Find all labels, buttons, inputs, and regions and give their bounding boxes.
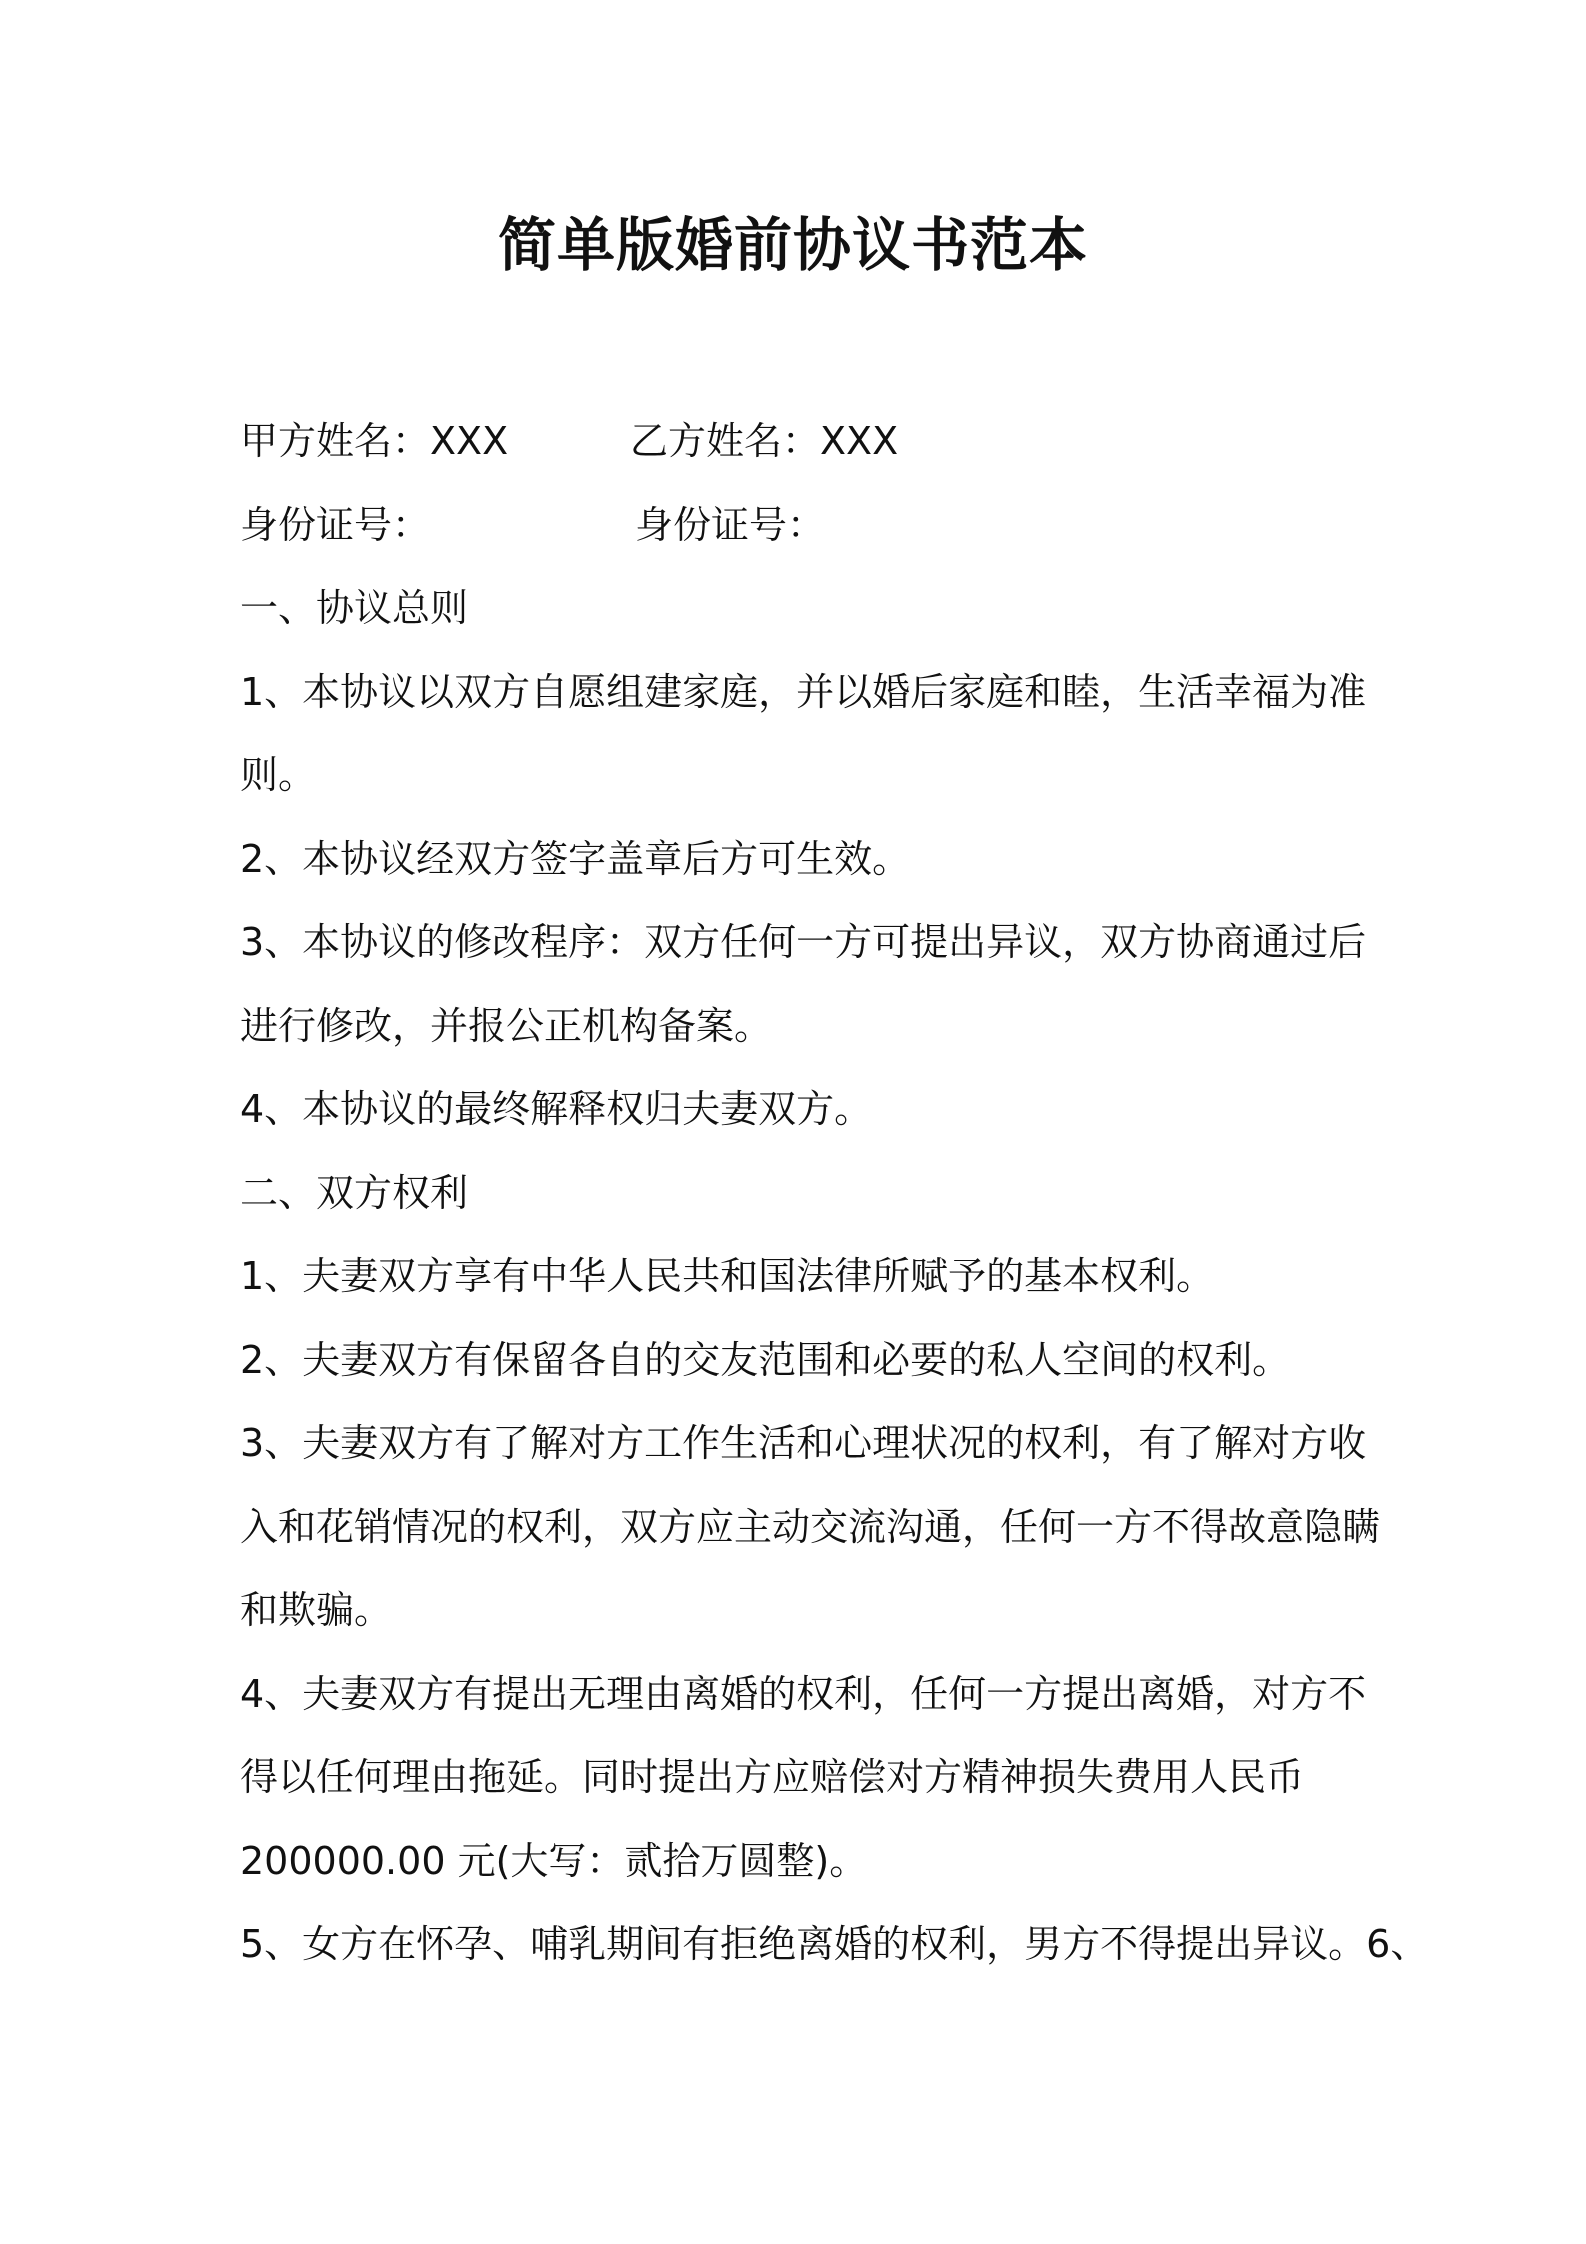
paragraph-line: 5、女方在怀孕、哺乳期间有拒绝离婚的权利，男方不得提出异议。6、 [240, 1922, 1429, 1966]
party-ids-row [240, 484, 1360, 568]
document-title: 简单版婚前协议书范本 [497, 211, 1088, 279]
section-heading-general: 一、协议总则 [240, 586, 469, 630]
party-names-row [240, 400, 1360, 484]
paragraph-line: 则。 [240, 753, 317, 797]
paragraph-line: 200000.00 元(大写：贰拾万圆整)。 [240, 1838, 868, 1883]
paragraph-line: 得以任何理由拖延。同时提出方应赔偿对方精神损失费用人民币 [240, 1755, 1305, 1799]
paragraph-line: 4、夫妻双方有提出无理由离婚的权利，任何一方提出离婚，对方不 [240, 1671, 1367, 1716]
paragraph-line: 1、本协议以双方自愿组建家庭，并以婚后家庭和睦，生活幸福为准 [240, 669, 1367, 714]
paragraph-line: 进行修改，并报公正机构备案。 [240, 1003, 773, 1048]
party-a-id: 身份证号： [240, 502, 431, 547]
paragraph-line: 2、本协议经双方签字盖章后方可生效。 [240, 836, 911, 881]
paragraph-line: 入和花销情况的权利，双方应主动交流沟通，任何一方不得故意隐瞒 [240, 1504, 1381, 1549]
paragraph-line: 和欺骗。 [240, 1588, 393, 1632]
paragraph-line: 3、夫妻双方有了解对方工作生活和心理状况的权利，有了解对方收 [240, 1421, 1367, 1465]
paragraph-line: 4、本协议的最终解释权归夫妻双方。 [240, 1087, 873, 1131]
paragraph-line: 2、夫妻双方有保留各自的交友范围和必要的私人空间的权利。 [240, 1337, 1291, 1382]
party-b-name: 乙方姓名：XXX [630, 419, 899, 463]
paragraph-line: 3、本协议的修改程序：双方任何一方可提出异议，双方协商通过后 [240, 920, 1367, 964]
document-body [240, 400, 1429, 1987]
section-heading-rights: 二、双方权利 [240, 1170, 469, 1215]
party-a-name: 甲方姓名：XXX [240, 419, 509, 463]
party-b-id: 身份证号： [635, 502, 826, 547]
paragraph-line: 1、夫妻双方享有中华人民共和国法律所赋予的基本权利。 [240, 1254, 1215, 1298]
